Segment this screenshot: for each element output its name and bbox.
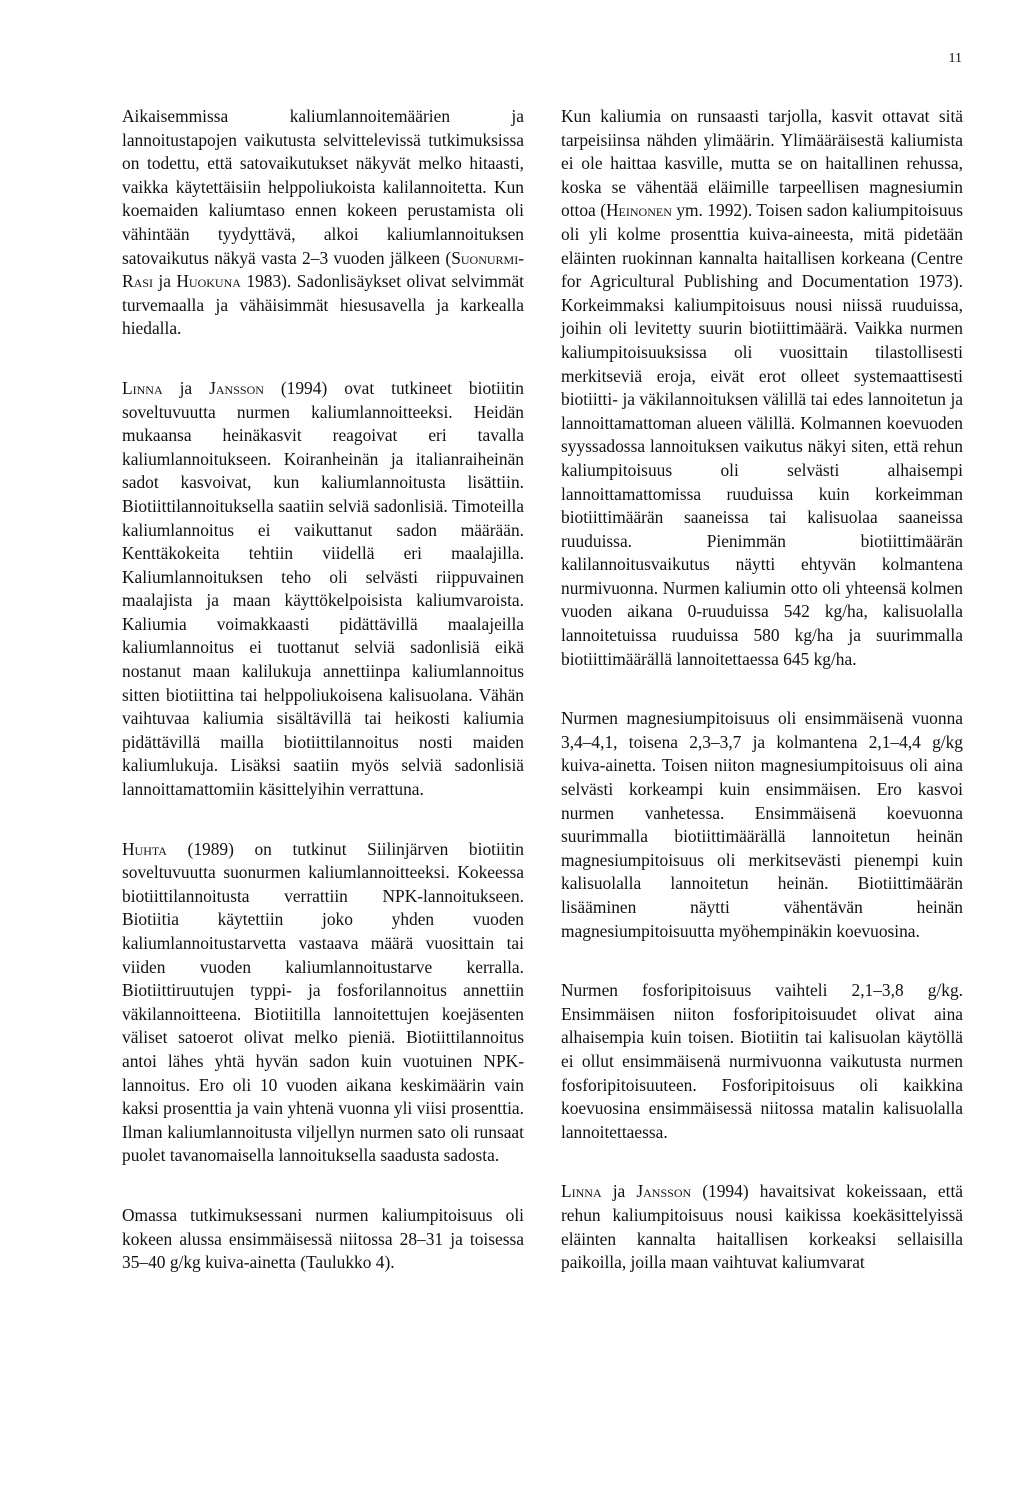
paragraph-own-study-potassium: Omassa tutkimuksessani nurmen kaliumpitoisuus oli kokeen alussa ensimmäisessä niitossa 28–31 ja toisessa 35–40 g/kg kuiva-ainetta (Taulukko 4). (122, 1204, 524, 1273)
citation-author: Linna (561, 1181, 602, 1202)
paragraph-huhta-siilinjarvi (122, 838, 524, 1168)
paragraph-text: (1994) havaitsivat kokeissaan, että rehun kaliumpitoisuus nousi kaikissa koekäsittelyissä eläinten kannalta haitallisen korkeaksi sellaisilla paikoilla, joilla maan vaihtuvat kaliumvarat (561, 1181, 963, 1273)
page-number: 11 (948, 51, 962, 66)
paragraph-linna-jansson-observations (561, 1180, 963, 1274)
paragraph-potassium-fertilization-effects (122, 105, 524, 341)
paragraph-magnesium-content: Nurmen magnesiumpitoisuus oli ensimmäisenä vuonna 3,4–4,1, toisena 2,3–3,7 ja kolmantena 2,1–4,4 g/kg kuiva-ainetta. Toisen niiton magnesiumpitoisuus oli aina selvästi korkeampi kuin ensimmäisen. Ero kasvoi nurmen vanhetessa. Ensimmäisenä koevuonna suurimmalla biotiittimäärällä lannoitetun heinän magnesiumpitoisuus oli merkitsevästi pienempi kuin kalisuolalla lannoitetun heinän. Biotiittimäärän lisääminen näytti vähentävän heinän magnesiumpitoisuutta myöhempinäkin koevuosina. (561, 708, 963, 941)
citation-author: Jansson (209, 377, 264, 398)
paragraph-phosphorus-content: Nurmen fosforipitoisuus vaihteli 2,1–3,8 g/kg. Ensimmäisen niiton fosforipitoisuudet olivat aina alhaisempia kuin toisen. Biotiitin tai kalisuolan käytöllä ei ollut ensimmäisenä nurmivuonna vaikutusta nurmen fosforipitoisuuteen. Fosforipitoisuus oli kaikkina koevuosina ensimmäisessä niitossa matalin kalisuolalla lannoitettaessa. (561, 980, 963, 1142)
citation-author: Linna (122, 377, 163, 398)
paragraph-excess-potassium (561, 105, 963, 671)
citation-author: Suonurmi-Rasi (122, 247, 524, 292)
citation-author: Huokuna (176, 271, 241, 292)
citation-author: Heinonen (606, 200, 672, 221)
paragraph-linna-jansson-biotite (122, 377, 524, 802)
right-column (561, 105, 963, 1311)
paragraph-text: ja (162, 377, 210, 398)
left-column (122, 105, 524, 1311)
paragraph-text: ym. 1992). Toisen sadon kaliumpitoisuus oli yli kolme prosenttia kuiva-aineesta, mitä pidetään eläinten ruokinnan kannalta haitallisen korkeana (Centre for Agricultural Publishing and Documentation 1973). Korkeimmaksi kaliumpitoisuus nousi niissä ruuduissa, joihin oli levitetty suurin biotiittimäärä. Vaikka nurmen kaliumpitoisuuksissa oli vuosittain tilastollisesti merkitseviä eroja, eivät erot olleet systemaattisesti biotiitti- ja väkilannoituksen välillä tai edes lannoitetun ja lannoittamattoman alueen välillä. Kolmannen koevuoden syyssadossa lannoituksen vaikutus näkyi siten, että rehun kaliumpitoisuus oli selvästi alhaisempi lannoittamattomissa ruuduissa kuin korkeimman biotiittimäärän saaneissa tai kalisuolaa saaneissa ruuduissa. Pienimmän biotiittimäärän kalilannoitusvaikutus näytti ehtyvän kolmantena nurmivuonna. Nurmen kaliumin otto oli yhteensä kolmen vuoden aikana 0-ruuduissa 542 kg/ha, kalisuolalla lannoitetuissa ruuduissa 580 kg/ha ja suurimmalla biotiittimäärällä lannoitettaessa 645 kg/ha. (561, 200, 963, 669)
paragraph-text: (1989) on tutkinut Siilinjärven biotiitin soveltuvuutta suonurmen kaliumlannoitteeksi. Kokeessa biotiittilannoitusta verrattiin NPK-lannoitukseen. Biotiitia käytettiin joko yhden vuoden kaliumlannoitustarvetta vastaava määrä vuosittain tai viiden vuoden kaliumlannoitustarve kerralla. Biotiittiruutujen typpi- ja fosforilannoitus annettiin väkilannoitteena. Biotiitilla lannoitettujen koejäsenten väliset satoerot olivat melko pieniä. Biotiittilannoitus antoi lähes yhtä hyvän sadon kuin vuotuinen NPK-lannoitus. Ero oli 10 vuoden aikana keskimäärin vain kaksi prosenttia ja vain yhtenä vuonna yli viisi prosenttia. Ilman kaliumlannoitusta viljellyn nurmen sato oli runsaat puolet tavanomaisella lannoituksella saadusta sadosta. (122, 838, 524, 1166)
paragraph-text: Aikaisemmissa kaliumlannoitemäärien ja lannoitustapojen vaikutusta selvittelevissä tutkimuksissa on todettu, että satovaikutukset näkyvät melko hitaasti, vaikka käytettäisiin helppoliukoista kalilannoitetta. Kun koemaiden kaliumtaso ennen kokeen perustamista oli vähintään tyydyttävä, alkoi kaliumlannoituksen satovaikutus näkyä vasta 2–3 vuoden jälkeen ( (122, 106, 524, 268)
paragraph-text: Kun kaliumia on runsaasti tarjolla, kasvit ottavat sitä tarpeisiinsa nähden ylimäärin. Ylimääräisestä kaliumista ei ole haittaa kasville, mutta se on haitallinen rehussa, koska se vähentää eläimille tarpeellisen magnesiumin ottoa ( (561, 106, 963, 221)
citation-author: Jansson (636, 1181, 692, 1202)
paragraph-text: (1994) ovat tutkineet biotiitin soveltuvuutta nurmen kaliumlannoitteeksi. Heidän mukaansa heinäkasvit reagoivat eri tavalla kaliumlannoitukseen. Koiranheinän ja italianraiheinän sadot kasvoivat, kun kaliumlannoitusta lisättiin. Biotiittilannoituksella saatiin selviä sadonlisiä. Timoteilla kaliumlannoitus ei vaikuttanut sadon määrään. Kenttäkokeita tehtiin viidellä eri maalajilla. Kaliumlannoituksen teho oli selvästi riippuvainen maalajista ja maan käyttökelpoisista kaliumvaroista. Kaliumia voimakkaasti pidättävillä maalajeilla kaliumlannoitus ei tuottanut selviä sadonlisiä eikä nostanut maan kalilukuja annettiinpa kaliumlannoitus sitten biotiittina tai helppoliukoisena kalisuolana. Vähän vaihtuvaa kaliumia sisältävillä tai heikosti kaliumia pidättävillä mailla biotiittilannoitus nosti maiden kaliumlukuja. Lisäksi saatiin myös selviä sadonlisiä lannoittamattomiin käsittelyihin verrattuna. (122, 377, 525, 800)
paragraph-text: ja (601, 1181, 637, 1202)
paragraph-text: ja (152, 271, 177, 292)
citation-author: Huhta (122, 838, 167, 859)
paragraph-text: 1983). Sadonlisäykset olivat selvimmät turvemaalla ja vähäisimmät hiesusavella ja karkealla hiedalla. (122, 271, 525, 339)
